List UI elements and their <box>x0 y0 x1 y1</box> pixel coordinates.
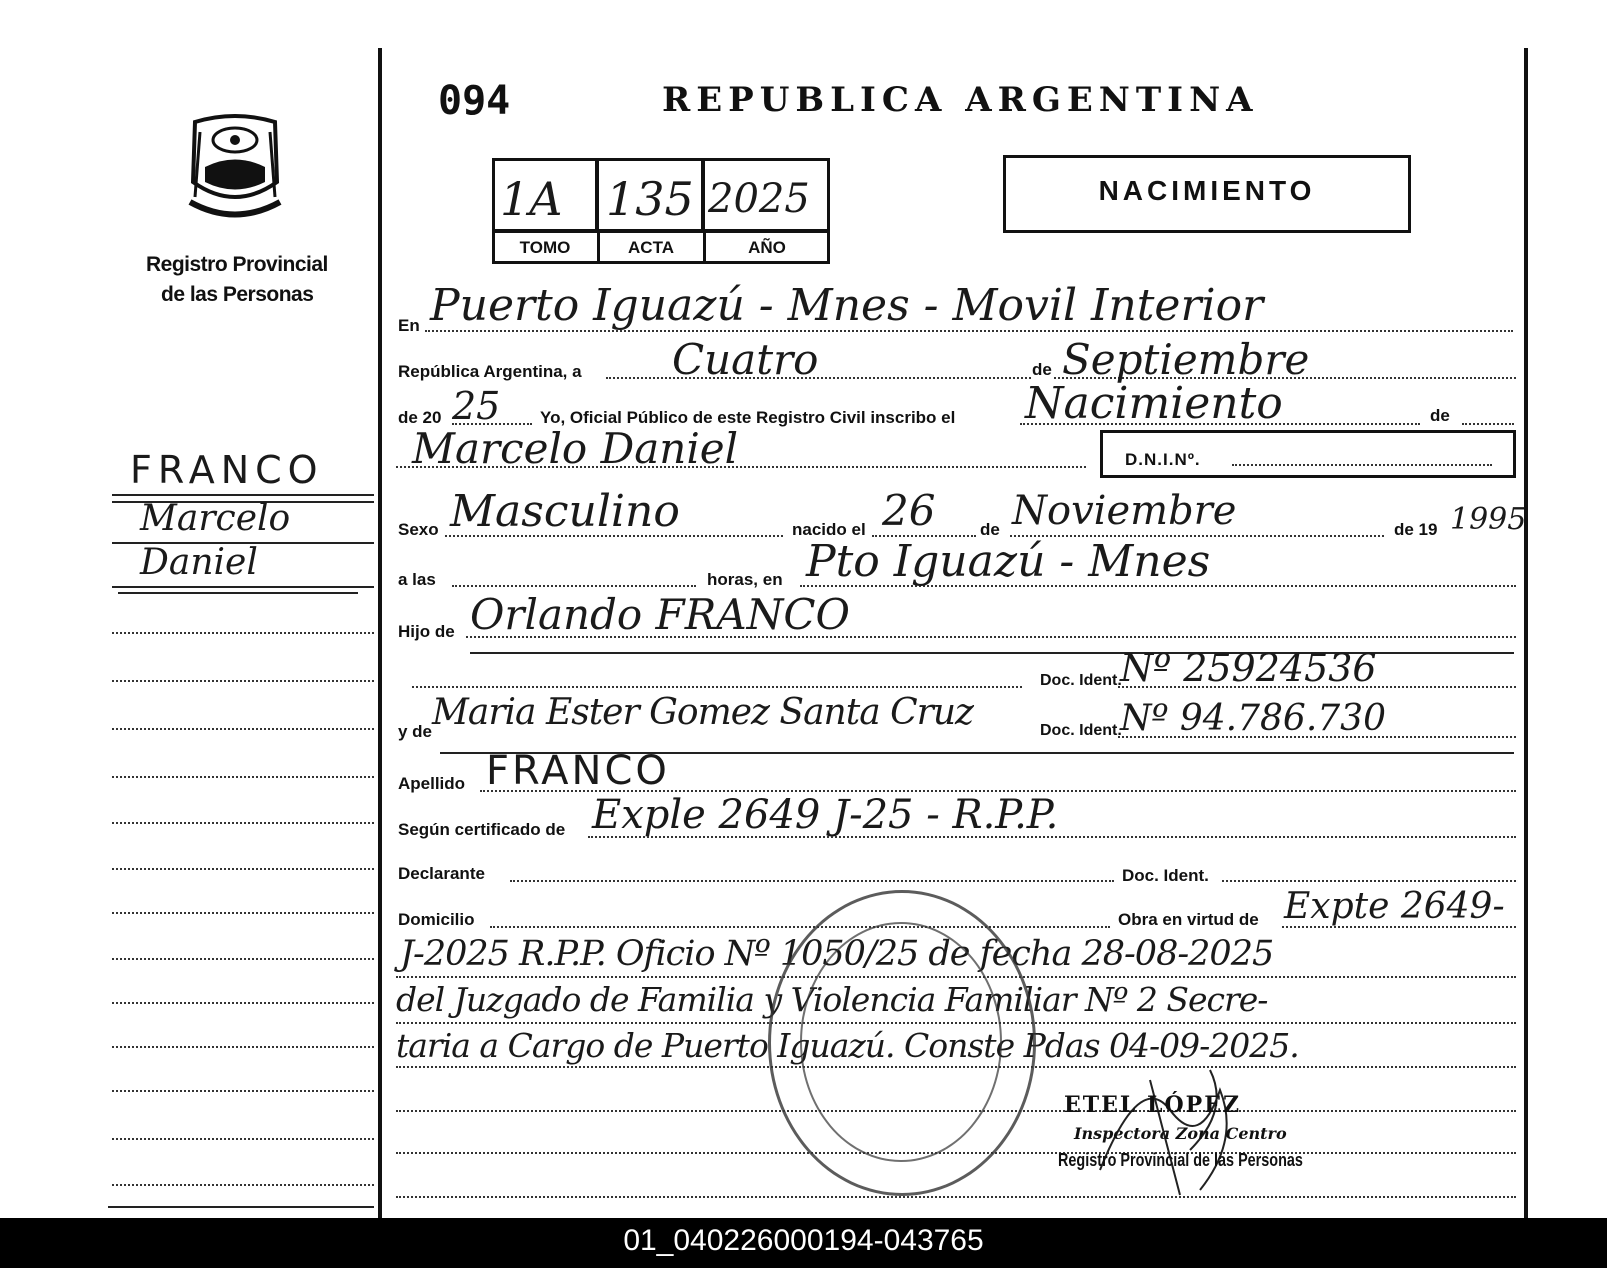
doc-ident-label-mother: Doc. Ident. <box>1040 722 1122 739</box>
margin-second-name: Daniel <box>140 542 258 583</box>
blank-rule <box>396 1196 1516 1198</box>
acta-label: ACTA <box>628 238 674 257</box>
margin-dotted-line <box>112 958 374 960</box>
margin-dotted-line <box>112 912 374 914</box>
de-line-2 <box>1462 423 1514 425</box>
sexo: Masculino <box>450 486 680 537</box>
margin-dotted-line <box>112 728 374 730</box>
margin-rule-3b <box>118 592 358 594</box>
margin-dotted-line <box>112 1090 374 1092</box>
obra-line-1: Expte 2649- <box>1284 886 1505 927</box>
month: Septiembre <box>1062 335 1310 384</box>
margin-dotted-line <box>112 1184 374 1186</box>
footer-id: 01_040226000194-043765 <box>623 1224 984 1257</box>
sexo-label: Sexo <box>398 520 439 539</box>
acta-value: 135 <box>606 172 694 226</box>
margin-surname: FRANCO <box>130 448 324 492</box>
country-heading: REPUBLICA ARGENTINA <box>662 80 1259 120</box>
yo-label: Yo, Oficial Público de este Registro Civil inscribo el <box>540 408 956 427</box>
declarante-line <box>510 880 1114 882</box>
margin-dotted-line <box>112 822 374 824</box>
place: Puerto Iguazú - Mnes - Movil Interior <box>430 280 1264 331</box>
year-suffix: 25 <box>452 384 501 428</box>
father-line <box>466 636 1516 638</box>
doc-ident-label: Doc. Ident. <box>1040 672 1122 689</box>
margin-first-name: Marcelo <box>140 498 291 539</box>
father: Orlando FRANCO <box>470 590 850 639</box>
official-seal-inner <box>800 922 1002 1162</box>
apellido: FRANCO <box>486 748 670 794</box>
declarante-label: Declarante <box>398 864 485 883</box>
nacido-label: nacido el <box>792 520 866 539</box>
coat-of-arms-icon <box>185 112 285 227</box>
person-name: Marcelo Daniel <box>412 424 739 473</box>
doc-type: NACIMIENTO <box>1098 175 1316 206</box>
margin-dotted-line <box>112 680 374 682</box>
segun-label: Según certificado de <box>398 820 566 839</box>
mother-doc: Nº 94.786.730 <box>1120 698 1386 739</box>
margin-rule-3 <box>112 586 374 588</box>
hora-line <box>452 585 696 587</box>
father-doc-line <box>1118 686 1516 688</box>
mother-doc-line <box>1118 736 1516 738</box>
obra-rule-1 <box>1282 926 1516 928</box>
yde-label: y de <box>398 722 433 741</box>
certificado: Exple 2649 J-25 - R.P.P. <box>592 792 1059 838</box>
doc-number: 094 <box>438 78 511 124</box>
tomo-value: 1A <box>500 172 563 226</box>
act-kind: Nacimiento <box>1025 378 1283 429</box>
dni-line <box>1232 464 1492 466</box>
margin-dotted-line <box>112 1138 374 1140</box>
dni-label: D.N.I.Nº. <box>1125 450 1201 469</box>
horas-label: horas, en <box>707 570 783 589</box>
registry-name-line2: de las Personas <box>161 283 314 306</box>
father-doc: Nº 25924536 <box>1120 646 1377 690</box>
day-words: Cuatro <box>672 335 819 384</box>
de19-label: de 19 <box>1394 520 1438 539</box>
margin-rule-1 <box>112 494 374 496</box>
de-label-3: de <box>980 520 1000 539</box>
mother: Maria Ester Gomez Santa Cruz <box>432 692 974 733</box>
birth-day: 26 <box>882 486 936 535</box>
father-extra-line <box>412 686 1022 688</box>
obra-line-4: taria a Cargo de Puerto Iguazú. Conste Pdas 04-09-2025. <box>396 1026 1299 1065</box>
birth-year: 1995 <box>1450 502 1527 537</box>
signer-title: Inspectora Zona Centro <box>1074 1124 1287 1143</box>
margin-dotted-line <box>112 1002 374 1004</box>
alas-label: a las <box>398 570 436 589</box>
margin-dotted-line <box>112 776 374 778</box>
margin-dotted-line <box>112 632 374 634</box>
doc-ident-label-2: Doc. Ident. <box>1122 866 1209 885</box>
hijo-label: Hijo de <box>398 622 455 641</box>
day-line <box>606 377 1031 379</box>
sexo-line <box>445 535 783 537</box>
domicilio-line <box>490 926 1110 928</box>
margin-dotted-line <box>112 1046 374 1048</box>
signer-name: ETEL LÓPEZ <box>1064 1092 1242 1118</box>
registry-name-line1: Registro Provincial <box>146 253 328 276</box>
en-label: En <box>398 316 420 335</box>
right-frame-border <box>1524 48 1528 1218</box>
signer-office: Registro Provincial de las Personas <box>1058 1150 1303 1170</box>
birth-place: Pto Iguazú - Mnes <box>806 536 1211 587</box>
tomo-label: TOMO <box>519 238 571 257</box>
left-margin-divider <box>378 48 382 1218</box>
apellido-label: Apellido <box>398 774 466 793</box>
anio-value: 2025 <box>708 176 810 222</box>
obra-line-3: del Juzgado de Familia y Violencia Familiar Nº 2 Secre- <box>396 980 1268 1019</box>
margin-bottom-rule <box>108 1206 374 1208</box>
birth-month: Noviembre <box>1012 488 1237 534</box>
de-label-2: de <box>1430 406 1450 425</box>
person-name-line <box>396 466 1086 468</box>
registry-crest <box>185 112 285 227</box>
declarante-doc-line <box>1222 880 1516 882</box>
obra-label: Obra en virtud de <box>1118 910 1259 929</box>
obra-line-2: J-2025 R.P.P. Oficio Nº 1050/25 de fecha 28-08-2025 <box>400 934 1274 974</box>
republica-label: República Argentina, a <box>398 362 582 381</box>
de-label: de <box>1032 360 1052 379</box>
certificado-line <box>588 836 1516 838</box>
anio-label: AÑO <box>748 238 786 257</box>
domicilio-label: Domicilio <box>398 910 475 929</box>
margin-dotted-line <box>112 868 374 870</box>
de20-label: de 20 <box>398 408 442 427</box>
